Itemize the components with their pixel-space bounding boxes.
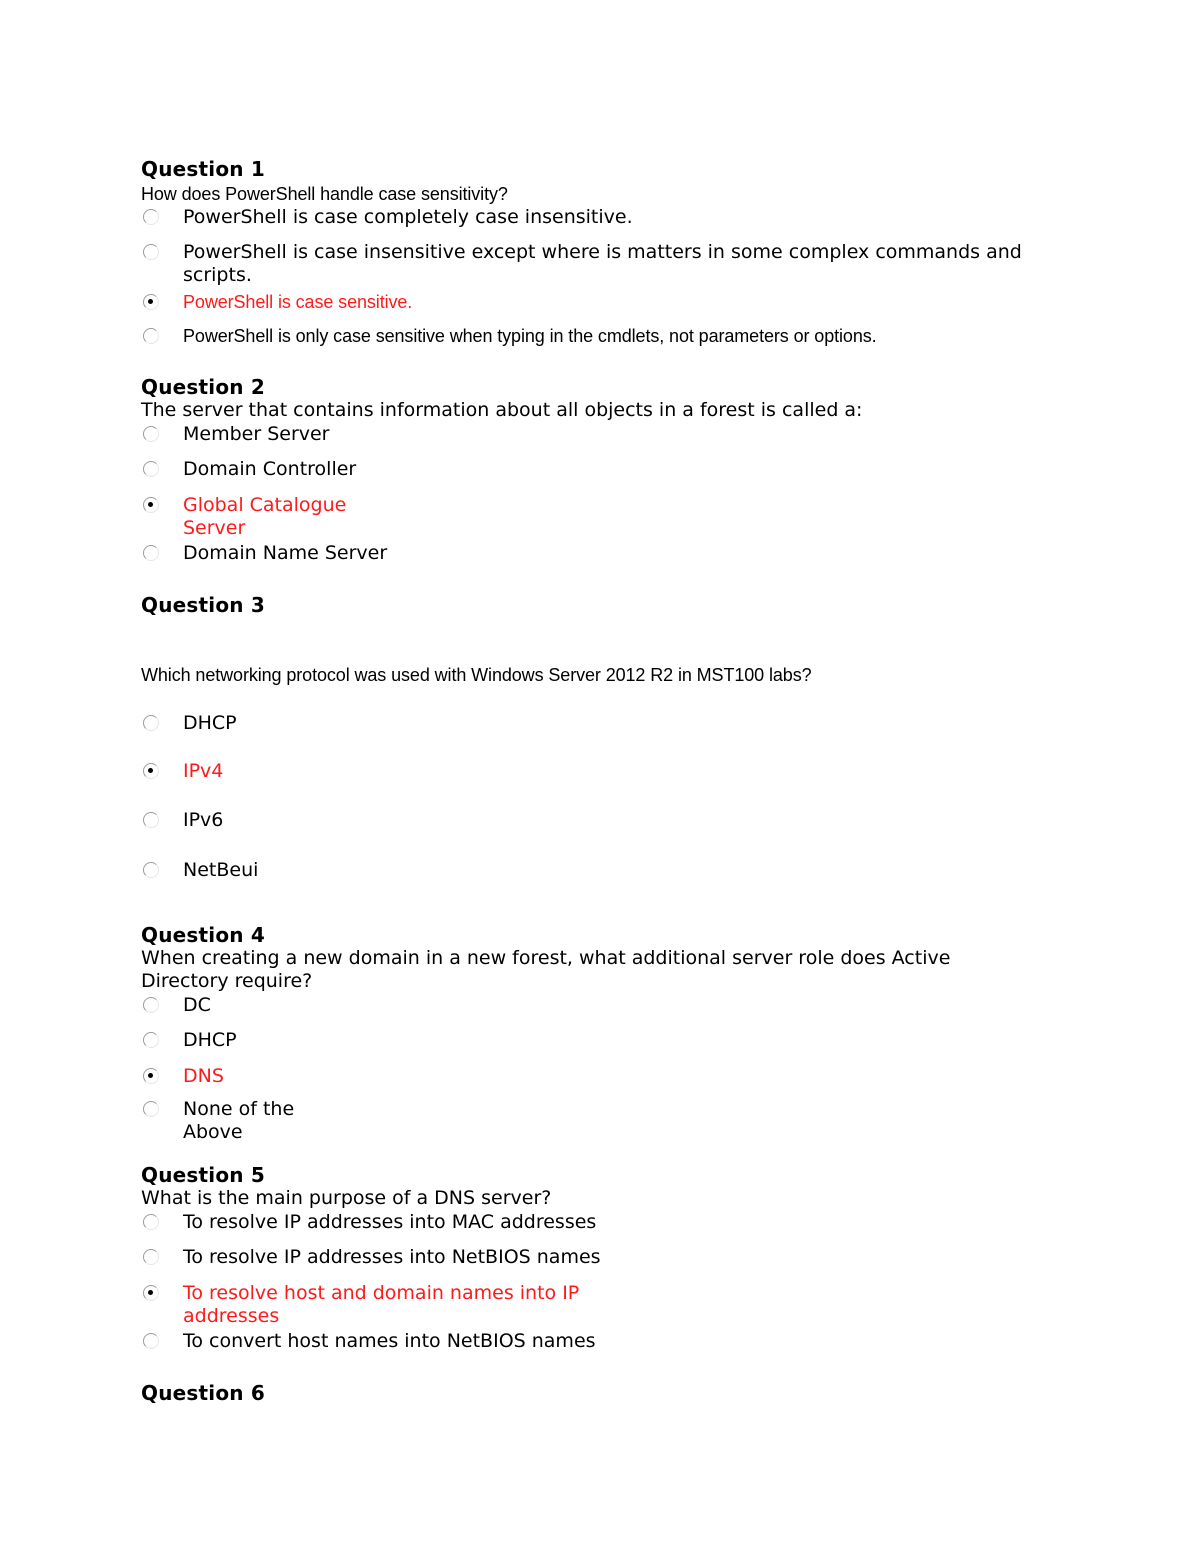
radio-button[interactable] <box>143 1101 159 1117</box>
question-5-title: Question 5 <box>141 1163 265 1187</box>
question-1-prompt: How does PowerShell handle case sensitivity? <box>141 184 508 204</box>
radio-button-selected[interactable] <box>143 497 159 513</box>
option-label: DHCP <box>183 1029 237 1051</box>
option-label: To convert host names into NetBIOS names <box>183 1330 596 1352</box>
option-label: PowerShell is only case sensitive when typing in the cmdlets, not parameters or options. <box>183 326 877 346</box>
radio-button[interactable] <box>143 812 159 828</box>
option-label: Domain Controller <box>183 458 357 480</box>
option-label: PowerShell is case insensitive except where is matters in some complex commands and scripts. <box>183 241 1022 286</box>
option-label: To resolve IP addresses into MAC addresses <box>183 1211 597 1233</box>
option-label: NetBeui <box>183 859 259 881</box>
radio-button[interactable] <box>143 328 159 344</box>
option-label-selected: PowerShell is case sensitive. <box>183 292 413 312</box>
option-label-selected: To resolve host and domain names into IP addresses <box>183 1282 580 1327</box>
question-6-title: Question 6 <box>141 1381 265 1405</box>
option-label: DC <box>183 994 211 1016</box>
radio-button[interactable] <box>143 862 159 878</box>
radio-button[interactable] <box>143 426 159 442</box>
radio-button-selected[interactable] <box>143 1068 159 1084</box>
radio-button[interactable] <box>143 1333 159 1349</box>
option-label: IPv6 <box>183 809 224 831</box>
radio-button[interactable] <box>143 1214 159 1230</box>
radio-button[interactable] <box>143 209 159 225</box>
radio-button-selected[interactable] <box>143 763 159 779</box>
option-label: DHCP <box>183 712 237 734</box>
radio-button[interactable] <box>143 244 159 260</box>
question-4-title: Question 4 <box>141 923 265 947</box>
option-label: To resolve IP addresses into NetBIOS names <box>183 1246 601 1268</box>
radio-button-selected[interactable] <box>143 1285 159 1301</box>
question-5-prompt: What is the main purpose of a DNS server? <box>141 1187 552 1209</box>
option-label: None of the Above <box>183 1098 295 1143</box>
option-label-selected: Global Catalogue Server <box>183 494 347 539</box>
question-3-prompt: Which networking protocol was used with Windows Server 2012 R2 in MST100 labs? <box>141 665 812 685</box>
question-2-prompt: The server that contains information about all objects in a forest is called a: <box>141 399 863 421</box>
radio-button[interactable] <box>143 545 159 561</box>
question-4-prompt: When creating a new domain in a new forest, what additional server role does Active Directory require? <box>141 947 951 992</box>
option-label-selected: IPv4 <box>183 760 224 782</box>
radio-button[interactable] <box>143 1032 159 1048</box>
radio-button[interactable] <box>143 1249 159 1265</box>
question-2-title: Question 2 <box>141 375 265 399</box>
option-label-selected: DNS <box>183 1065 224 1087</box>
option-label: Domain Name Server <box>183 542 388 564</box>
radio-button[interactable] <box>143 715 159 731</box>
question-3-title: Question 3 <box>141 593 265 617</box>
question-1-title: Question 1 <box>141 157 265 181</box>
option-label: PowerShell is case completely case insensitive. <box>183 206 633 228</box>
radio-button[interactable] <box>143 997 159 1013</box>
radio-button-selected[interactable] <box>143 294 159 310</box>
radio-button[interactable] <box>143 461 159 477</box>
option-label: Member Server <box>183 423 330 445</box>
